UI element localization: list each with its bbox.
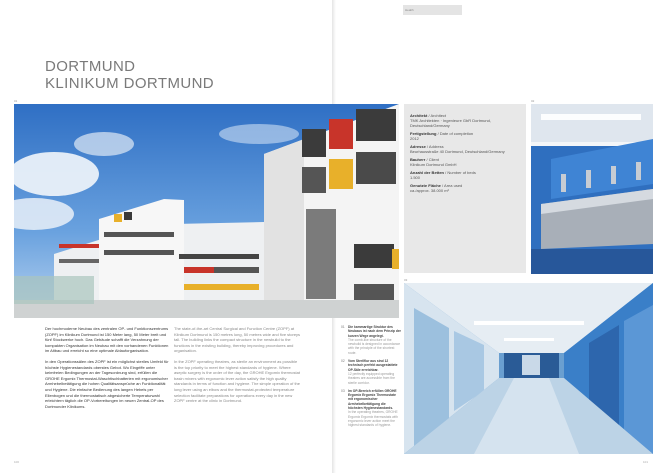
caption-de: Die kammartige Struktur des Neubaus ist nach dem Prinzip der kurzen Wege angelegt. <box>348 325 401 338</box>
info-client-label-en: Client <box>428 157 439 162</box>
info-architect: Architekt / Architect TMK Architekten · Ingenieure GbR Dortmund, Deutschland/Germany <box>410 113 491 128</box>
info-architect-value: TMK Architekten · Ingenieure GbR Dortmund, Deutschland/Germany <box>410 118 491 128</box>
caption-en: The comb-like structure of the newbuild is designed in accordance with the principle of the shortest route. <box>348 337 401 355</box>
info-address-value: Beurhausstraße 40 Dortmund, Deutschland/Germany <box>410 149 505 154</box>
info-completion-value: 2012 <box>410 136 419 141</box>
body-de-paragraph-2: In den Operationssälen des ZOPF ist ein möglichst steriles Umfeld für höchste Hygienestandards oberstes Gebot. Wo Eingriffe unter keimfreien Bedingungen an der Tagesordnung sind, erfüllen die GROHE Ergomix Thermostat-Waschtischbatterien mit ergonomischer Armhebelbetätigung die hohen Qualitätsansprüche an Funktionalität und Hygiene. Die einfache Bedienung des langen Hebels per Ellenbogen und die thermostatisch abgesicherte Temperaturwahl erleichtern täglich die OP-Vorbereitungen im neuen Zentral-OP des Dortmunder Klinikums. <box>45 358 169 409</box>
caption-number: 03 <box>341 388 345 393</box>
caption-en: In the operating theatres, GROHE Ergomix Ergomix thermostats with ergonomic lever action meet the highest standards of hygiene. <box>348 410 399 428</box>
body-en-paragraph-1: The state-of-the-art Central Surgical and Function Centre (ZOPF) at Klinikum Dortmund is 150 metres long, 50 metres wide and five storeys tall. The building links the compact structure in the newbuild to the functions in the existing building, thereby improving procedures and organisation. <box>174 326 301 354</box>
page-number-left: 100 <box>14 460 20 464</box>
photo-label-washroom: 02 <box>531 99 535 103</box>
info-client-label: Bauherr <box>410 157 426 162</box>
body-en-paragraph-2: In the ZOPF operating theatres, as sterile an environment as possible is the top priority to meet the highest standards of hygiene. Where aseptic surgery is the order of the day, the GROHE Ergomix thermostat basin mixers with ergonomic lever action satisfy the high quality standards in terms of function and hygiene. The simple operation of the long lever using an elbow and the thermostat-protected temperature selection facilitate preparations for operations every day in the new ZOPF centre at the clinic in Dortmund. <box>174 358 301 404</box>
info-beds-value: 1.500 <box>410 175 421 180</box>
building-photo <box>14 104 399 318</box>
page-title-city: DORTMUND <box>45 58 136 75</box>
body-text-english <box>174 326 301 409</box>
caption-item <box>341 359 401 385</box>
info-completion: Fertigstellung / Date of completion 2012 <box>410 131 474 141</box>
photo-captions <box>341 325 401 432</box>
section-tab: Health <box>403 5 462 15</box>
info-address-label: Adresse <box>410 144 426 149</box>
washroom-photo <box>531 104 653 274</box>
caption-number: 01 <box>341 325 345 329</box>
info-area-label-en: Area used <box>444 183 463 188</box>
info-address: Adresse / Address Beurhausstraße 40 Dortmund, Deutschland/Germany <box>410 144 505 154</box>
caption-en: 12 perfectly equipped operating theatres are accessible from the sterile corridor. <box>348 371 395 385</box>
page-number-right: 101 <box>643 460 649 464</box>
info-client-value: Klinikum Dortmund GmbH <box>410 162 457 167</box>
project-info-box <box>404 104 526 273</box>
info-architect-label-en: Architect <box>430 113 447 118</box>
body-de-paragraph-1: Der hochmoderne Neubau des zentralen OP- und Funktionszentrums (ZOPF) im Klinikum Dortmund ist 150 Meter lang, 50 Meter breit und fünf Stockwerke hoch. Das Gebäude schafft die Verzahnung der kompakten Organisation im Neubau mit den vorhandenen Funktionen im Altbau und erreicht so eine optimale Ablauforganisation. <box>45 326 169 354</box>
info-client: Bauherr / Client Klinikum Dortmund GmbH <box>410 157 457 167</box>
body-text-german <box>45 326 171 414</box>
info-address-label-en: Address <box>428 144 444 149</box>
info-beds: Anzahl der Betten / Number of beds 1.500 <box>410 170 476 180</box>
caption-item <box>341 389 401 428</box>
photo-label-main: 01 <box>14 99 18 103</box>
info-completion-label: Fertigstellung <box>410 131 437 136</box>
info-beds-label-en: Number of beds <box>447 170 476 175</box>
caption-item <box>341 325 401 355</box>
info-architect-label: Architekt <box>410 113 428 118</box>
info-beds-label: Anzahl der Betten <box>410 170 445 175</box>
info-completion-label-en: Date of completion <box>439 131 474 136</box>
caption-number: 02 <box>341 359 345 364</box>
caption-de: Vom Sterilflur aus sind 12 technisch perfekt ausgestattete OP-Säle erreichbar. <box>348 359 398 372</box>
info-area: Genutzte Fläche / Area used ca./approx. 38.000 m² <box>410 183 463 193</box>
corridor-photo <box>404 283 653 454</box>
info-area-value: ca./approx. 38.000 m² <box>410 188 449 193</box>
page-title-project: KLINIKUM DORTMUND <box>45 75 215 92</box>
info-area-label: Genutzte Fläche <box>410 183 441 188</box>
caption-de: Im OP-Bereich erfüllen GROHE Ergomix Ergomix Thermostate mit ergonomischer Armhebelbetätigung die höchsten Hygienestandards. <box>348 388 397 411</box>
photo-label-corridor: 03 <box>404 278 408 282</box>
